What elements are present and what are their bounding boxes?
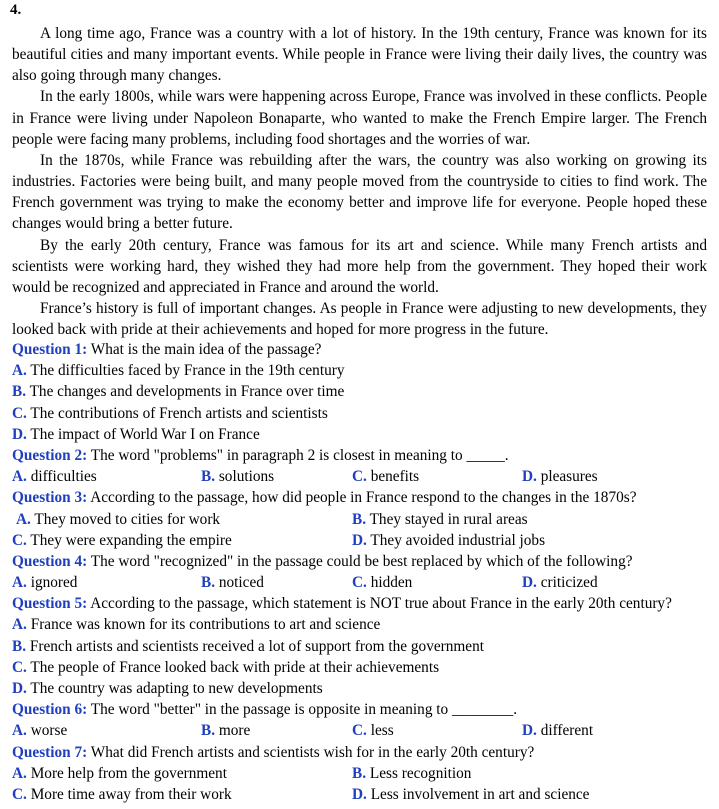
question-3-option-b[interactable] [352, 509, 528, 530]
question-3-option-c[interactable] [12, 530, 232, 551]
option-text: The country was adapting to new developments [26, 680, 323, 697]
question-label: Question 2: [12, 446, 88, 464]
question-6-option-c[interactable] [352, 720, 394, 741]
question-2-options [12, 466, 712, 487]
question-3-option-d[interactable] [352, 530, 545, 551]
option-text: France was known for its contributions to art and science [26, 616, 381, 634]
option-letter: C. [12, 531, 27, 549]
option-text: pleasures [536, 468, 598, 486]
question-label: Question 7: [12, 743, 88, 761]
question-label: Question 4: [12, 552, 88, 570]
questions-section [12, 339, 712, 805]
question-6-option-b[interactable] [201, 720, 250, 741]
reading-passage [12, 23, 707, 340]
option-letter: A. [12, 574, 27, 592]
exercise-number: 4. [10, 2, 22, 18]
question-5 [12, 593, 712, 614]
option-text: The people of France looked back with pride at their achievements [26, 658, 440, 676]
passage-paragraph-2: In the early 1800s, while wars were happening across Europe, France was involved in these conflicts. People in France were living under Napoleon Bonaparte, who wanted to make the French Empire larger. The French people were facing many problems, including food shortages and the worries of war. [12, 88, 707, 148]
question-2 [12, 445, 712, 466]
option-letter: B. [201, 574, 216, 592]
option-letter: C. [352, 574, 367, 592]
option-letter: C. [12, 658, 27, 676]
question-label: Question 1: [12, 341, 88, 358]
question-1-option-d[interactable] [12, 424, 712, 445]
question-6 [12, 699, 712, 720]
question-1 [12, 339, 712, 360]
option-text: benefits [366, 468, 420, 486]
option-text: They avoided industrial jobs [366, 531, 546, 549]
option-text: different [536, 722, 594, 740]
question-6-options [12, 720, 712, 741]
question-1-option-c[interactable] [12, 403, 712, 424]
option-text: They stayed in rural areas [366, 510, 528, 528]
question-7-option-c[interactable] [12, 784, 232, 805]
option-text: difficulties [26, 468, 97, 486]
option-letter: C. [12, 785, 27, 803]
question-4-option-a[interactable] [12, 572, 77, 593]
question-7-option-d[interactable] [352, 784, 589, 805]
passage-paragraph-1: A long time ago, France was a country with a lot of history. In the 19th century, France was known for its beautiful cities and many important events. While people in France were living their daily lives, the country was also going through many changes. [12, 25, 707, 85]
question-text: The word "better" in the passage is opposite in meaning to ________. [87, 701, 518, 719]
option-text: noticed [215, 574, 264, 592]
question-7-option-b[interactable] [352, 763, 471, 784]
question-5-option-a[interactable] [12, 614, 712, 635]
option-letter: D. [12, 680, 27, 697]
option-text: They moved to cities for work [30, 510, 221, 528]
option-letter: B. [201, 722, 216, 740]
question-label: Question 5: [12, 595, 88, 613]
option-letter: D. [522, 722, 537, 740]
option-letter: C. [352, 468, 367, 486]
question-7 [12, 742, 712, 763]
question-3-option-a[interactable] [16, 509, 220, 530]
question-1-option-a[interactable] [12, 360, 712, 381]
passage-paragraph-5: France’s history is full of important changes. As people in France were adjusting to new developments, they looked back with pride at their achievements and hoped for more progress in the future. [12, 300, 707, 339]
option-text: more [215, 722, 251, 740]
option-text: More help from the government [26, 764, 227, 782]
option-text: They were expanding the empire [26, 531, 232, 549]
option-letter: B. [352, 510, 367, 528]
option-letter: A. [12, 616, 27, 634]
question-4-option-d[interactable] [522, 572, 598, 593]
question-text: What did French artists and scientists wish for in the early 20th century? [87, 743, 535, 761]
option-letter: A. [16, 510, 31, 528]
question-3-options-row-2 [12, 530, 712, 551]
option-letter: A. [12, 722, 27, 740]
option-text: Less involvement in art and science [366, 785, 590, 803]
option-letter: D. [352, 785, 367, 803]
option-text: More time away from their work [26, 785, 232, 803]
option-text: criticized [536, 574, 598, 592]
question-1-option-b[interactable] [12, 381, 712, 402]
question-7-option-a[interactable] [12, 763, 227, 784]
option-letter: B. [352, 764, 367, 782]
option-letter: B. [12, 383, 27, 401]
option-letter: D. [352, 531, 367, 549]
option-text: Less recognition [366, 764, 472, 782]
question-6-option-a[interactable] [12, 720, 67, 741]
question-3 [12, 487, 712, 508]
option-text: worse [26, 722, 68, 740]
question-text: The word "recognized" in the passage could be best replaced by which of the following? [87, 552, 633, 570]
option-letter: B. [12, 637, 27, 655]
question-4-option-c[interactable] [352, 572, 412, 593]
question-3-options-row-1 [12, 509, 712, 530]
option-text: The impact of World War I on France [26, 425, 260, 443]
question-text: What is the main idea of the passage? [87, 341, 322, 358]
option-text: The changes and developments in France over time [26, 383, 345, 401]
passage-paragraph-4: By the early 20th century, France was famous for its art and science. While many French artists and scientists were working hard, they wished they had more help from the government. They hoped their work would be recognized and appreciated in France and around the world. [12, 236, 707, 296]
question-label: Question 3: [12, 489, 88, 507]
question-4-options [12, 572, 712, 593]
question-4 [12, 551, 712, 572]
option-letter: A. [12, 362, 27, 380]
option-letter: C. [352, 722, 367, 740]
question-label: Question 6: [12, 701, 88, 719]
option-text: The contributions of French artists and scientists [26, 404, 328, 422]
option-text: solutions [215, 468, 275, 486]
question-7-options-row-1 [12, 763, 712, 784]
option-letter: D. [522, 574, 537, 592]
option-letter: D. [12, 425, 27, 443]
option-text: ignored [26, 574, 78, 592]
option-text: hidden [366, 574, 413, 592]
option-letter: C. [12, 404, 27, 422]
option-letter: D. [522, 468, 537, 486]
question-4-option-b[interactable] [201, 572, 264, 593]
passage-paragraph-3: In the 1870s, while France was rebuilding after the wars, the country was also working on growing its industries. Factories were being built, and many people moved from the countryside to cities to find work. The French government was trying to make the economy better and improve life for everyone. People hoped these changes would bring a better future. [12, 151, 707, 233]
question-2-option-d[interactable] [522, 466, 598, 487]
option-letter: A. [12, 468, 27, 486]
option-text: less [366, 722, 394, 740]
question-5-option-c[interactable] [12, 657, 712, 678]
question-5-option-d[interactable] [12, 678, 712, 699]
option-letter: A. [12, 764, 27, 782]
question-text: The word "problems" in paragraph 2 is closest in meaning to _____. [87, 446, 509, 464]
question-2-option-a[interactable] [12, 466, 97, 487]
question-text: According to the passage, which statement is NOT true about France in the early 20th century? [87, 595, 672, 613]
question-7-options-row-2 [12, 784, 712, 805]
question-text: According to the passage, how did people in France respond to the changes in the 1870s? [87, 489, 637, 507]
option-text: French artists and scientists received a lot of support from the government [26, 637, 484, 655]
option-letter: B. [201, 468, 216, 486]
question-2-option-b[interactable] [201, 466, 274, 487]
question-2-option-c[interactable] [352, 466, 419, 487]
question-5-option-b[interactable] [12, 636, 712, 657]
question-6-option-d[interactable] [522, 720, 593, 741]
option-text: The difficulties faced by France in the 19th century [26, 362, 345, 380]
